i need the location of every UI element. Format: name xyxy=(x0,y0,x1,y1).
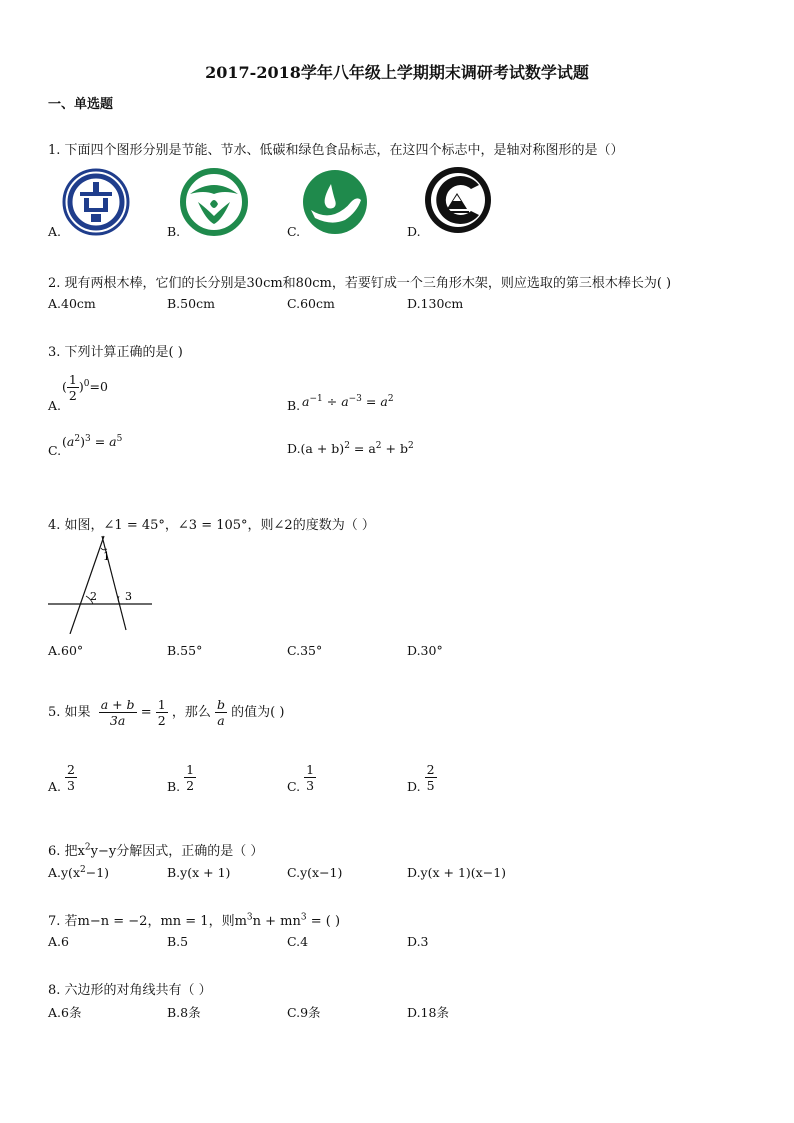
question-3-option-d: $D.(a + b)^2 = a^2 + b^2$ xyxy=(287,441,414,457)
question-6-option-d: D.y(x + 1)(x−1) xyxy=(407,865,507,880)
option-denominator: 5 xyxy=(426,778,435,793)
question-2-option-d: D.130cm xyxy=(407,296,464,311)
question-1-option-a-label: A. xyxy=(48,224,62,239)
section-heading: 一、单选题 xyxy=(48,97,114,112)
question-1-option-c-label: C. xyxy=(287,224,301,239)
equals-sign: = xyxy=(140,705,152,720)
question-1-option-d-label: D. xyxy=(407,224,421,239)
question-7-option-d: D.3 xyxy=(407,934,429,949)
option-label: C. xyxy=(287,779,301,794)
water-saving-logo-icon xyxy=(301,168,369,236)
condition-denominator: 3a xyxy=(109,713,126,728)
question-4-stem: 4. 如图，∠1 = 45°，∠3 = 105°，则∠2的度数为（ ） xyxy=(48,518,375,533)
q6-stem-part: 6. 把x xyxy=(48,844,85,859)
option-d-text: D.(a + b) xyxy=(287,441,345,457)
option-numerator: 2 xyxy=(67,762,75,777)
question-8-option-b: B.8条 xyxy=(167,1005,201,1020)
question-7-stem: 7. 若m−n = −2，mn = 1，则$m^3n + mn^3$ = ( ) xyxy=(48,912,341,929)
question-6-stem xyxy=(48,840,263,859)
question-2-stem: 2. 现有两根木棒，它们的长分别是30cm和80cm，若要钉成一个三角形木架，则应选取的第三根木棒长为( ) xyxy=(48,276,672,291)
divide-sign: ÷ xyxy=(326,394,338,410)
angle-figure xyxy=(46,534,158,634)
question-6-option-c: C.y(x−1) xyxy=(287,865,343,880)
rhs-numerator: 1 xyxy=(157,697,166,712)
question-6-option-a: $A.y(x^2-1)$ xyxy=(48,865,110,881)
condition-numerator: a + b xyxy=(100,697,135,712)
q7-stem-part: 7. 若m−n = −2，mn = 1，则m xyxy=(48,914,247,929)
question-7-option-c: C.4 xyxy=(287,934,309,949)
equals-sign: = xyxy=(365,394,377,410)
option-label: D. xyxy=(407,779,421,794)
question-5-option-a xyxy=(48,762,77,794)
equals-zero: =0 xyxy=(89,379,108,394)
angle-3-label: 3 xyxy=(125,590,132,603)
q7-stem-part: = ( ) xyxy=(306,914,341,929)
question-5-option-b xyxy=(167,762,196,794)
question-3-option-a-label: A. xyxy=(48,398,62,413)
question-3-option-b-expr: $a^{-1} \div a^{-3} = a^2$ xyxy=(302,394,394,410)
option-a-text: −1) xyxy=(85,865,110,881)
option-numerator: 1 xyxy=(306,762,315,777)
option-label: B. xyxy=(167,779,181,794)
equals-sign: = xyxy=(94,434,106,450)
q5-prefix: 5. 如果 xyxy=(48,705,91,720)
option-numerator: 2 xyxy=(426,762,435,777)
question-7-option-a: A.6 xyxy=(48,934,69,949)
green-food-logo-icon xyxy=(180,168,248,236)
option-label: A. xyxy=(48,779,62,794)
question-8-option-c: C.9条 xyxy=(287,1005,321,1020)
rhs-denominator: 2 xyxy=(157,713,166,728)
question-3-option-c-label: C. xyxy=(48,443,62,458)
question-2-option-c: C.60cm xyxy=(287,296,335,311)
query-numerator: b xyxy=(217,697,226,712)
q5-mid: ，那么 xyxy=(171,705,211,720)
option-d-text: = a xyxy=(349,441,376,457)
question-6-option-b: B.y(x + 1) xyxy=(167,865,231,880)
question-4-option-a: A.60° xyxy=(48,643,84,658)
low-carbon-logo-icon xyxy=(423,165,493,235)
question-7-option-b: B.5 xyxy=(167,934,189,949)
angle-2-label: 2 xyxy=(90,590,97,603)
option-numerator: 1 xyxy=(186,762,195,777)
question-4-option-d: D.30° xyxy=(407,643,443,658)
question-1-option-b-label: B. xyxy=(167,224,181,239)
page-title: 2017-2018学年八年级上学期期末调研考试数学试题 xyxy=(205,63,589,82)
question-4-option-b: B.55° xyxy=(167,643,203,658)
question-5-stem xyxy=(48,697,284,728)
frac-denominator: 2 xyxy=(68,388,77,403)
q7-stem-part: n + mn xyxy=(252,914,301,929)
question-8-option-d: D.18条 xyxy=(407,1005,449,1020)
q6-exponent: 2 xyxy=(84,842,91,853)
angle-1-label: 1 xyxy=(103,550,110,563)
question-4-option-c: C.35° xyxy=(287,643,323,658)
question-2-option-a: A.40cm xyxy=(48,296,96,311)
question-3-option-b-label: B. xyxy=(287,398,301,413)
question-3-stem: 3. 下列计算正确的是( ) xyxy=(48,345,183,360)
energy-saving-logo-icon xyxy=(62,168,130,236)
frac-numerator: 1 xyxy=(68,372,77,387)
option-denominator: 3 xyxy=(306,778,315,793)
query-denominator: a xyxy=(217,713,225,728)
question-5-option-d xyxy=(407,762,437,794)
option-denominator: 3 xyxy=(67,778,75,793)
question-2-option-b: B.50cm xyxy=(167,296,215,311)
question-3-option-a-expr: ( $\frac{1}{2}$ )$^0$=0 xyxy=(62,372,108,403)
question-8-stem: 8. 六边形的对角线共有（ ） xyxy=(48,983,212,998)
question-1-stem: 1. 下面四个图形分别是节能、节水、低碳和绿色食品标志，在这四个标志中，是轴对称图形的是（） xyxy=(48,143,624,158)
question-5-option-c xyxy=(287,762,316,794)
option-a-text: A.y(x xyxy=(48,865,80,881)
question-8-option-a: A.6条 xyxy=(48,1005,82,1020)
q5-suffix: 的值为( ) xyxy=(231,705,285,720)
q6-stem-part: y−y分解因式，正确的是（ ） xyxy=(90,844,264,859)
option-d-text: + b xyxy=(381,441,408,457)
option-denominator: 2 xyxy=(186,778,195,793)
question-3-option-c-expr: $(a^2)^3 = a^5$ xyxy=(62,434,123,450)
